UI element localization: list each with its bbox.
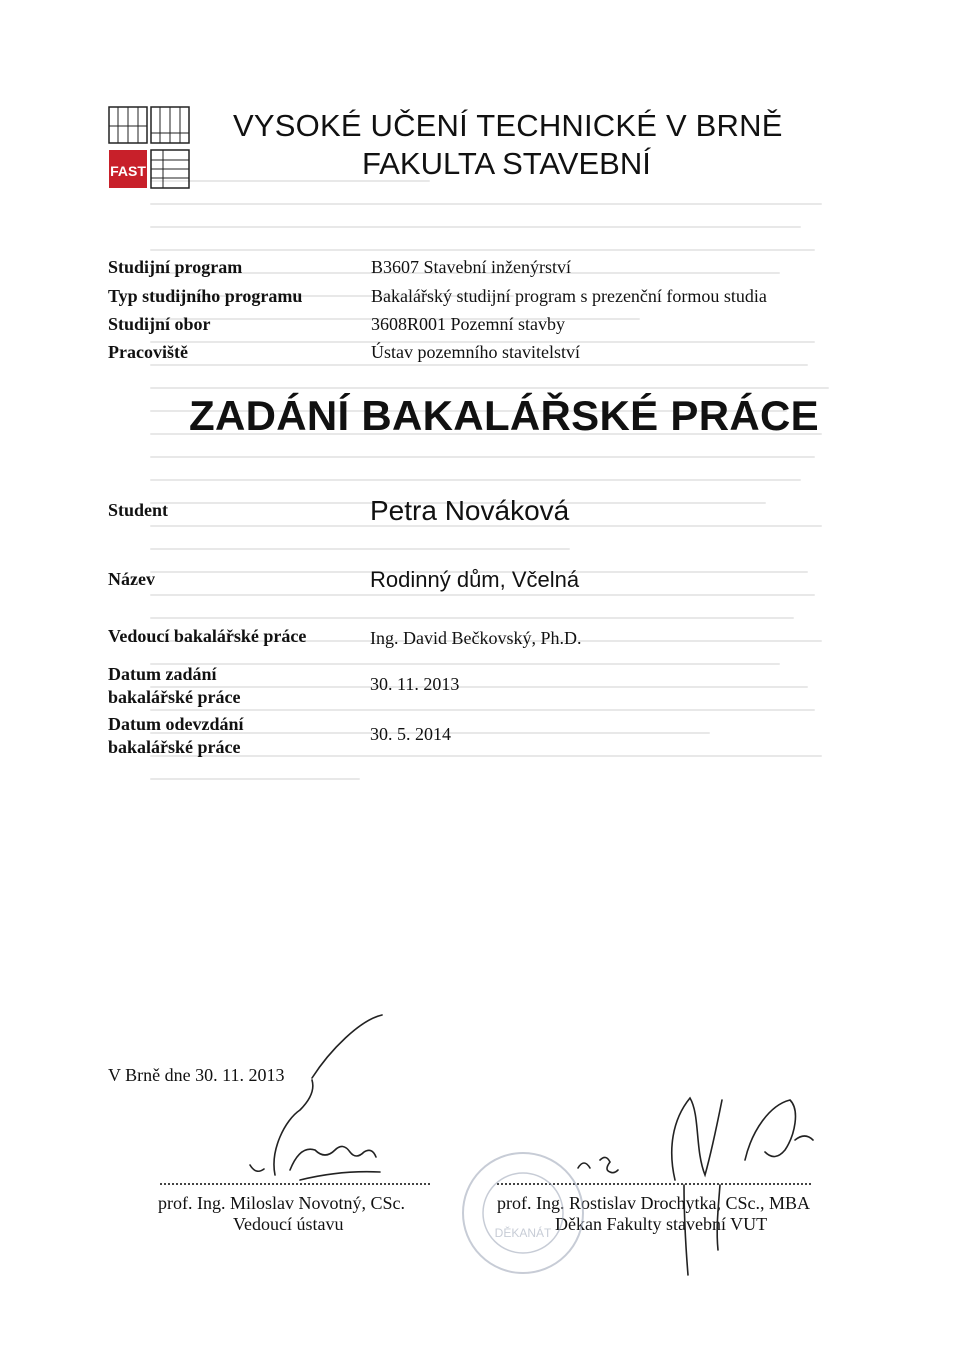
fast-logo [108, 106, 190, 190]
submission-date-label-line2: bakalářské práce [108, 737, 241, 757]
study-field-value: 3608R001 Pozemní stavby [371, 314, 565, 334]
department-value: Ústav pozemního stavitelství [371, 342, 580, 362]
submission-date-label-line1: Datum odevzdání [108, 714, 244, 734]
study-program-value: B3607 Stavební inženýrství [371, 257, 571, 277]
department-label: Pracoviště [108, 342, 188, 362]
right-signatory-role: Děkan Fakulty stavební VUT [555, 1214, 768, 1234]
assigned-date-label-line1: Datum zadání [108, 664, 217, 684]
study-program-label: Studijní program [108, 257, 243, 277]
stamp-text: DĚKANÁT [494, 1226, 552, 1240]
supervisor-label: Vedoucí bakalářské práce [108, 626, 307, 646]
student-label: Student [108, 500, 169, 520]
program-type-value: Bakalářský studijní program s prezenční formou studia [371, 286, 767, 306]
program-type-label: Typ studijního programu [108, 286, 303, 306]
student-name: Petra Nováková [370, 495, 570, 526]
right-signature-line [497, 1183, 811, 1185]
assigned-date-label-line2: bakalářské práce [108, 687, 241, 707]
left-signature-line [160, 1183, 430, 1185]
left-signatory-role: Vedoucí ústavu [233, 1214, 344, 1234]
right-handwritten-signature [578, 1098, 813, 1275]
faculty-name: FAKULTA STAVEBNÍ [362, 146, 651, 181]
logo-text: FAST [110, 163, 146, 179]
place-and-date: V Brně dne 30. 11. 2013 [108, 1065, 285, 1085]
left-signatory-name: prof. Ing. Miloslav Novotný, CSc. [158, 1193, 405, 1213]
left-handwritten-signature [250, 1015, 382, 1180]
right-signatory-name: prof. Ing. Rostislav Drochytka, CSc., MBA [497, 1193, 810, 1213]
supervisor-value: Ing. David Bečkovský, Ph.D. [370, 628, 582, 648]
document-title: ZADÁNÍ BAKALÁŘSKÉ PRÁCE [189, 392, 819, 439]
university-name: VYSOKÉ UČENÍ TECHNICKÉ V BRNĚ [233, 108, 783, 143]
assigned-date-value: 30. 11. 2013 [370, 674, 460, 694]
study-field-label: Studijní obor [108, 314, 211, 334]
thesis-title-label: Název [108, 569, 155, 589]
thesis-title-value: Rodinný dům, Včelná [370, 567, 580, 592]
submission-date-value: 30. 5. 2014 [370, 724, 451, 744]
